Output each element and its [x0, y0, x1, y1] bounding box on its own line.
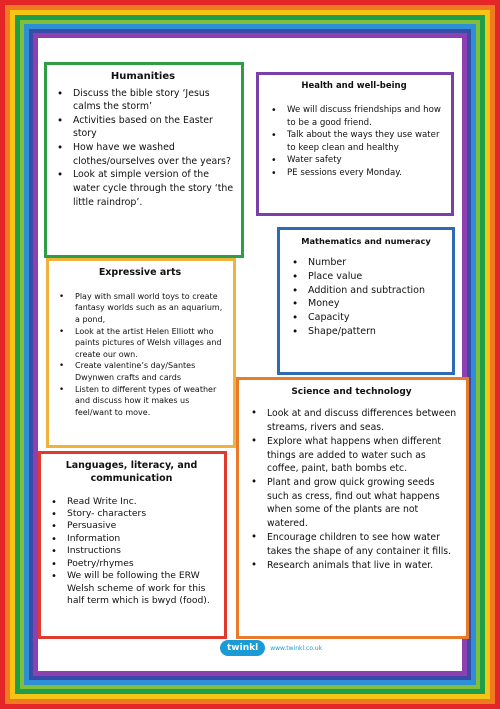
science-list: [245, 407, 458, 573]
twinkl-logo: [220, 640, 322, 656]
humanities-title: Humanities: [110, 71, 176, 82]
list-item: • Encourage children to see how water takes the shape of any container it fills.: [245, 531, 458, 558]
languages-list: [45, 496, 218, 608]
languages-title: Languages, literacy, and communication: [65, 460, 198, 484]
list-item: • Poetry/rhymes: [45, 558, 218, 570]
list-item: • Read Write Inc.: [45, 496, 218, 508]
expressive-list: [53, 291, 227, 419]
list-item: • Persuasive: [45, 520, 218, 532]
list-item: • Activities based on the Easter story: [51, 114, 235, 141]
maths-box: [277, 227, 455, 375]
languages-box: [38, 451, 227, 639]
health-box: [256, 72, 454, 216]
list-item: • Look at the artist Helen Elliott who paints pictures of Welsh villages and create our own.: [53, 326, 227, 361]
expressive-title: Expressive arts: [98, 267, 182, 278]
list-item: • Look at simple version of the water cycle through the story ‘the little raindrop’.: [51, 168, 235, 209]
list-item: • Talk about the ways they use water to keep clean and healthy: [265, 129, 443, 154]
list-item: • Discuss the bible story ‘Jesus calms the storm’: [51, 87, 235, 114]
twinkl-url: www.twinkl.co.uk: [270, 644, 323, 652]
list-item: • Shape/pattern: [286, 325, 446, 339]
science-box: [236, 377, 469, 639]
humanities-list: [51, 87, 235, 210]
list-item: • We will be following the ERW Welsh scheme of work for this half term which is bwyd (food).: [45, 570, 218, 607]
list-item: • Water safety: [265, 154, 443, 166]
list-item: • Plant and grow quick growing seeds such as cress, find out what happens when some of the plants are not watered.: [245, 476, 458, 530]
list-item: • How have we washed clothes/ourselves over the years?: [51, 141, 235, 168]
list-item: • Play with small world toys to create fantasy worlds such as an aquarium, a pond,: [53, 291, 227, 326]
list-item: • PE sessions every Monday.: [265, 167, 443, 179]
list-item: • We will discuss friendships and how to be a good friend.: [265, 104, 443, 129]
list-item: • Listen to different types of weather and discuss how it makes us feel/want to move.: [53, 384, 227, 419]
list-item: • Money: [286, 297, 446, 311]
list-item: • Research animals that live in water.: [245, 559, 458, 572]
maths-list: [286, 256, 446, 339]
health-list: [265, 104, 443, 179]
list-item: • Story- characters: [45, 508, 218, 520]
list-item: • Look at and discuss differences between streams, rivers and seas.: [245, 407, 458, 434]
science-title: Science and technology: [291, 387, 412, 397]
list-item: • Information: [45, 533, 218, 545]
expressive-box: [46, 258, 236, 448]
humanities-box: [44, 62, 244, 258]
maths-title: Mathematics and numeracy: [301, 236, 431, 246]
list-item: • Instructions: [45, 545, 218, 557]
list-item: • Number: [286, 256, 446, 270]
health-title: Health and well-being: [301, 81, 407, 91]
list-item: • Capacity: [286, 311, 446, 325]
list-item: • Place value: [286, 270, 446, 284]
list-item: • Addition and subtraction: [286, 284, 446, 298]
twinkl-logo-mark: twinkl: [220, 640, 265, 656]
list-item: • Create valentine’s day/Santes Dwynwen crafts and cards: [53, 360, 227, 383]
list-item: • Explore what happens when different things are added to water such as coffee, paint, bath bombs etc.: [245, 435, 458, 475]
